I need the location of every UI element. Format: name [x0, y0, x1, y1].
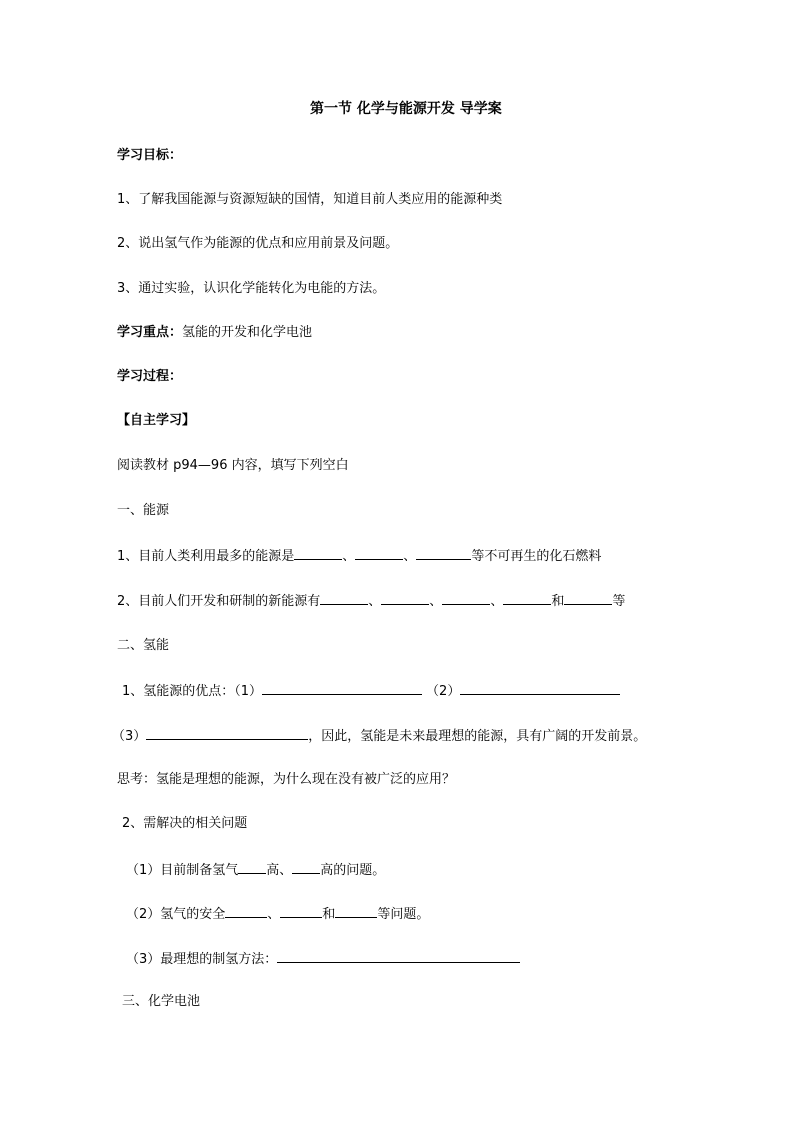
- advantage-3-label: （3）: [112, 729, 147, 744]
- hydrogen-advantages-line-2: [112, 726, 646, 746]
- separator: 、: [267, 907, 281, 922]
- section-1-heading: 一、能源: [117, 503, 170, 518]
- answer-blank[interactable]: [442, 591, 490, 605]
- and-word: 和: [551, 594, 565, 609]
- question-2-prefix: 2、目前人们开发和研制的新能源有: [117, 594, 321, 609]
- objective-item: 3、通过实验，认识化学能转化为电能的方法。: [117, 281, 386, 296]
- question-2-suffix: 等: [612, 594, 626, 609]
- answer-blank[interactable]: [460, 681, 620, 695]
- separator: 、: [368, 594, 382, 609]
- think-question: 思考：氢能是理想的能源，为什么现在没有被广泛的应用？: [117, 772, 456, 787]
- problems-heading: 2、需解决的相关问题: [122, 816, 248, 831]
- answer-blank[interactable]: [262, 681, 422, 695]
- problem-1-suffix: 高的问题。: [320, 863, 386, 878]
- self-study-heading: 【自主学习】: [117, 413, 196, 428]
- objective-item: 1、了解我国能源与资源短缺的国情，知道目前人类应用的能源种类: [117, 192, 503, 207]
- answer-blank[interactable]: [294, 546, 342, 560]
- objectives-heading: 学习目标：: [117, 148, 183, 163]
- separator: 、: [342, 549, 356, 564]
- page-title: 第一节 化学与能源开发 导学案: [310, 101, 502, 117]
- answer-blank[interactable]: [416, 546, 471, 560]
- problem-2-prefix: （2）氢气的安全: [126, 907, 226, 922]
- and-word: 和: [322, 907, 336, 922]
- answer-blank[interactable]: [238, 860, 266, 874]
- problem-3: [126, 949, 520, 969]
- answer-blank[interactable]: [292, 860, 320, 874]
- advantages-prefix: 1、氢能源的优点：（1）: [122, 684, 263, 699]
- answer-blank[interactable]: [381, 591, 429, 605]
- separator: 、: [403, 549, 417, 564]
- separator: 、: [490, 594, 504, 609]
- question-2: [117, 591, 625, 611]
- question-1-prefix: 1、目前人类利用最多的能源是: [117, 549, 295, 564]
- focus-heading: 学习重点：: [117, 325, 183, 340]
- answer-blank[interactable]: [355, 546, 403, 560]
- answer-blank[interactable]: [564, 591, 612, 605]
- question-1: [117, 546, 601, 566]
- section-2-heading: 二、氢能: [117, 638, 170, 653]
- self-study-instruction: 阅读教材 p94—96 内容，填写下列空白: [117, 458, 349, 473]
- answer-blank[interactable]: [280, 904, 322, 918]
- process-heading: 学习过程：: [117, 369, 183, 384]
- section-3-heading: 三、化学电池: [122, 994, 201, 1009]
- question-1-suffix: 等不可再生的化石燃料: [471, 549, 602, 564]
- problem-1-prefix: （1）目前制备氢气: [126, 863, 239, 878]
- focus-text: 氢能的开发和化学电池: [182, 325, 313, 340]
- focus-line: [117, 324, 312, 342]
- advantage-2-label: （2）: [426, 684, 461, 699]
- separator: 、: [429, 594, 443, 609]
- answer-blank[interactable]: [503, 591, 551, 605]
- answer-blank[interactable]: [146, 726, 308, 740]
- answer-blank[interactable]: [277, 949, 520, 963]
- problem-2: [126, 904, 429, 924]
- problem-1: [126, 860, 385, 880]
- answer-blank[interactable]: [320, 591, 368, 605]
- answer-blank[interactable]: [225, 904, 267, 918]
- problem-3-prefix: （3）最理想的制氢方法：: [126, 952, 278, 967]
- objective-item: 2、说出氢气作为能源的优点和应用前景及问题。: [117, 236, 399, 251]
- hydrogen-advantages-line-1: [122, 681, 620, 701]
- advantages-suffix: ，因此，氢能是未来最理想的能源，具有广阔的开发前景。: [308, 729, 647, 744]
- problem-2-suffix: 等问题。: [377, 907, 430, 922]
- problem-1-mid: 高、: [266, 863, 293, 878]
- answer-blank[interactable]: [335, 904, 377, 918]
